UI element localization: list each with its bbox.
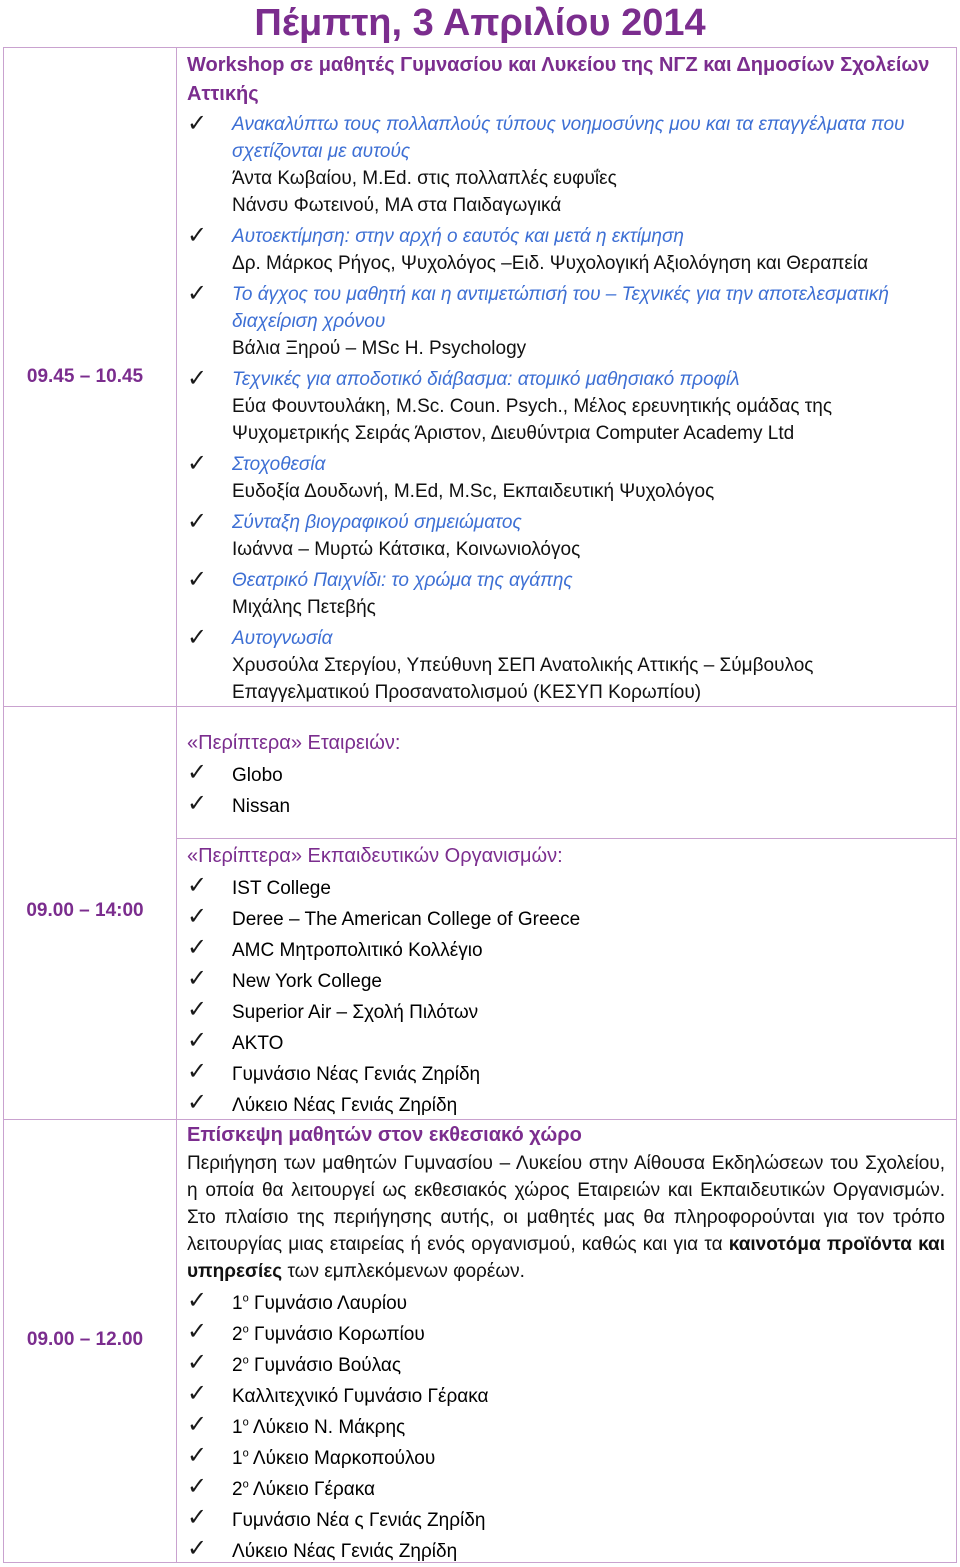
session-topic: Τεχνικές για αποδοτικό διάβασμα: ατομικό μαθησιακό προφίλ: [232, 369, 740, 390]
education-heading: «Περίπτερα» Εκπαιδευτικών Οργανισμών:: [187, 845, 563, 867]
list-item: [187, 1059, 945, 1090]
session-item: [187, 509, 945, 563]
list-item-label: Nissan: [232, 796, 291, 817]
list-item: [187, 1536, 945, 1567]
school-ordinal: 1: [232, 1417, 243, 1438]
ordinal-mark: ο: [242, 1292, 249, 1305]
school-ordinal: 2: [232, 1355, 243, 1376]
school-name: Γυμνάσιο Νέα ς Γενιάς Ζηρίδη: [232, 1510, 486, 1531]
checkmark-icon: ✓: [187, 995, 208, 1023]
checkmark-icon: ✓: [187, 449, 208, 477]
checkmark-icon: ✓: [187, 1379, 208, 1407]
session-speaker: Ευδοξία Δουδωνή, Μ.Ed, M.Sc, Εκπαιδευτική Ψυχολόγος: [232, 481, 715, 502]
checkmark-icon: ✓: [187, 507, 208, 535]
list-item: [187, 1412, 945, 1443]
checkmark-icon: ✓: [187, 1534, 208, 1562]
session-item: [187, 281, 945, 362]
checkmark-icon: ✓: [187, 1441, 208, 1469]
list-item: [187, 904, 945, 935]
list-item: [187, 1028, 945, 1059]
checkmark-icon: ✓: [187, 1472, 208, 1500]
session-topic: Αυτογνωσία: [232, 628, 333, 649]
list-item: [187, 997, 945, 1028]
ordinal-mark: ο: [242, 1323, 249, 1336]
checkmark-icon: ✓: [187, 933, 208, 961]
time-kiosks: 09.00 – 14:00: [26, 900, 144, 921]
table-border-middle: [176, 47, 177, 1563]
education-section: [187, 842, 945, 1121]
workshop-heading: Workshop σε μαθητές Γυμνασίου και Λυκείου της ΝΓΖ και Δημοσίων Σχολείων Αττικής: [187, 54, 930, 105]
school-ordinal: 2: [232, 1479, 243, 1500]
list-item-label: IST College: [232, 878, 331, 899]
checkmark-icon: ✓: [187, 758, 208, 786]
checkmark-icon: ✓: [187, 1088, 208, 1116]
checkmark-icon: ✓: [187, 902, 208, 930]
checkmark-icon: ✓: [187, 364, 208, 392]
ordinal-mark: ο: [242, 1478, 249, 1491]
visit-paragraph-a: Περιήγηση των μαθητών Γυμνασίου – Λυκείου στην Αίθουσα Εκδηλώσεων του Σχολείου, η οποία θα λειτουργεί ως εκθεσιακός χώρος Εταιρειών και Εκπαιδευτικών Οργανισμών. Στο πλαίσιο της περιήγησης αυτής, οι μαθητές μας θα πληροφορούνται για τον τρόπο λειτουργίας μιας εταιρείας ή ενός οργανισμού, καθώς και για τα: [187, 1153, 945, 1255]
education-list: [187, 873, 945, 1121]
session-topic: Ανακαλύπτω τους πολλαπλούς τύπους νοημοσύνης μου και τα επαγγέλματα που σχετίζονται με αυτούς: [232, 114, 905, 162]
table-border-top: [3, 47, 956, 48]
session-speaker: Εύα Φουντουλάκη, M.Sc. Coun. Psych., Μέλος ερευνητικής ομάδας της Ψυχομετρικής Σειράς Άριστον, Διευθύντρια Computer Academy Ltd: [232, 396, 833, 444]
list-item-label: Λύκειο Νέας Γενιάς Ζηρίδη: [232, 1095, 458, 1116]
checkmark-icon: ✓: [187, 1057, 208, 1085]
visit-paragraph-b: των εμπλεκόμενων φορέων.: [282, 1261, 525, 1282]
list-item: [187, 1443, 945, 1474]
session-topic: Αυτοεκτίμηση: στην αρχή ο εαυτός και μετά η εκτίμηση: [232, 226, 684, 247]
list-item: [187, 1350, 945, 1381]
list-item-label: New York College: [232, 971, 382, 992]
session-speaker: Βάλια Ξηρού – MSc H. Psychology: [232, 338, 527, 359]
session-speaker: Άντα Κωβαίου, M.Ed. στις πολλαπλές ευφυΐες: [232, 168, 617, 189]
session-item: [187, 567, 945, 621]
time-workshop: 09.45 – 10.45: [26, 366, 144, 387]
checkmark-icon: ✓: [187, 1410, 208, 1438]
session-speaker: Χρυσούλα Στεργίου, Υπεύθυνη ΣΕΠ Ανατολικής Αττικής – Σύμβουλος Επαγγελματικού Προσανατολισμού (ΚΕΣΥΠ Κορωπίου): [232, 655, 814, 703]
list-item: [187, 1090, 945, 1121]
schools-list: [187, 1288, 945, 1567]
ordinal-mark: ο: [242, 1416, 249, 1429]
companies-heading: «Περίπτερα» Εταιρειών:: [187, 732, 401, 754]
school-name: Λύκειο Νέας Γενιάς Ζηρίδη: [232, 1541, 458, 1562]
session-item: [187, 366, 945, 447]
time-visit: 09.00 – 12.00: [26, 1329, 144, 1350]
visit-heading: Επίσκεψη μαθητών στον εκθεσιακό χώρο: [187, 1124, 582, 1146]
table-border-right: [956, 47, 957, 1563]
school-name: Καλλιτεχνικό Γυμνάσιο Γέρακα: [232, 1386, 489, 1407]
list-item: [187, 1319, 945, 1350]
session-topic: Στοχοθεσία: [232, 454, 326, 475]
school-ordinal: 2: [232, 1324, 243, 1345]
checkmark-icon: ✓: [187, 109, 208, 137]
list-item: [187, 1288, 945, 1319]
list-item: [187, 1381, 945, 1412]
list-item: [187, 966, 945, 997]
session-speaker: Νάνσυ Φωτεινού, ΜΑ στα Παιδαγωγικά: [232, 195, 562, 216]
list-item-label: AMC Μητροπολιτικό Κολλέγιο: [232, 940, 483, 961]
checkmark-icon: ✓: [187, 221, 208, 249]
session-topic: Το άγχος του μαθητή και η αντιμετώπισή του – Τεχνικές για την αποτελεσματική διαχείριση χρόνου: [232, 284, 889, 332]
visit-paragraph-bold: καινοτόμα προϊόντα και υπηρεσίες: [187, 1234, 945, 1282]
row-divider-2: [176, 838, 956, 839]
list-item: [187, 873, 945, 904]
school-name: Λύκειο Γέρακα: [248, 1479, 376, 1500]
checkmark-icon: ✓: [187, 1348, 208, 1376]
list-item: [187, 760, 945, 791]
checkmark-icon: ✓: [187, 279, 208, 307]
list-item-label: Γυμνάσιο Νέας Γενιάς Ζηρίδη: [232, 1064, 481, 1085]
session-speaker: Μιχάλης Πετεβής: [232, 597, 376, 618]
companies-list: [187, 760, 945, 822]
visit-section: [187, 1121, 945, 1567]
list-item: [187, 1474, 945, 1505]
session-list: [187, 111, 945, 706]
list-item-label: Globo: [232, 765, 283, 786]
school-name: Λύκειο Μαρκοπούλου: [248, 1448, 436, 1469]
session-item: [187, 223, 945, 277]
list-item: [187, 791, 945, 822]
school-name: Γυμνάσιο Βούλας: [248, 1355, 402, 1376]
visit-paragraph: [187, 1150, 945, 1285]
checkmark-icon: ✓: [187, 964, 208, 992]
checkmark-icon: ✓: [187, 789, 208, 817]
session-speaker: Δρ. Μάρκος Ρήγος, Ψυχολόγος –Ειδ. Ψυχολογική Αξιολόγηση και Θεραπεία: [232, 253, 869, 274]
school-ordinal: 1: [232, 1448, 243, 1469]
session-topic: Θεατρικό Παιχνίδι: το χρώμα της αγάπης: [232, 570, 573, 591]
school-name: Γυμνάσιο Κορωπίου: [248, 1324, 425, 1345]
session-topic: Σύνταξη βιογραφικού σημειώματος: [232, 512, 522, 533]
list-item: [187, 1505, 945, 1536]
workshop-section: [187, 51, 945, 710]
ordinal-mark: ο: [242, 1354, 249, 1367]
checkmark-icon: ✓: [187, 565, 208, 593]
page-title: Πέμπτη, 3 Απριλίου 2014: [254, 2, 706, 44]
checkmark-icon: ✓: [187, 871, 208, 899]
session-item: [187, 111, 945, 219]
checkmark-icon: ✓: [187, 1026, 208, 1054]
checkmark-icon: ✓: [187, 1503, 208, 1531]
school-name: Γυμνάσιο Λαυρίου: [248, 1293, 408, 1314]
school-name: Λύκειο Ν. Μάκρης: [248, 1417, 406, 1438]
checkmark-icon: ✓: [187, 1317, 208, 1345]
list-item-label: Superior Air – Σχολή Πιλότων: [232, 1002, 479, 1023]
school-ordinal: 1: [232, 1293, 243, 1314]
session-item: [187, 625, 945, 706]
session-speaker: Ιωάννα – Μυρτώ Κάτσικα, Κοινωνιολόγος: [232, 539, 581, 560]
list-item-label: Deree – The American College of Greece: [232, 909, 581, 930]
list-item-label: AKTO: [232, 1033, 284, 1054]
ordinal-mark: ο: [242, 1447, 249, 1460]
session-item: [187, 451, 945, 505]
checkmark-icon: ✓: [187, 623, 208, 651]
checkmark-icon: ✓: [187, 1286, 208, 1314]
companies-section: [187, 729, 945, 822]
list-item: [187, 935, 945, 966]
